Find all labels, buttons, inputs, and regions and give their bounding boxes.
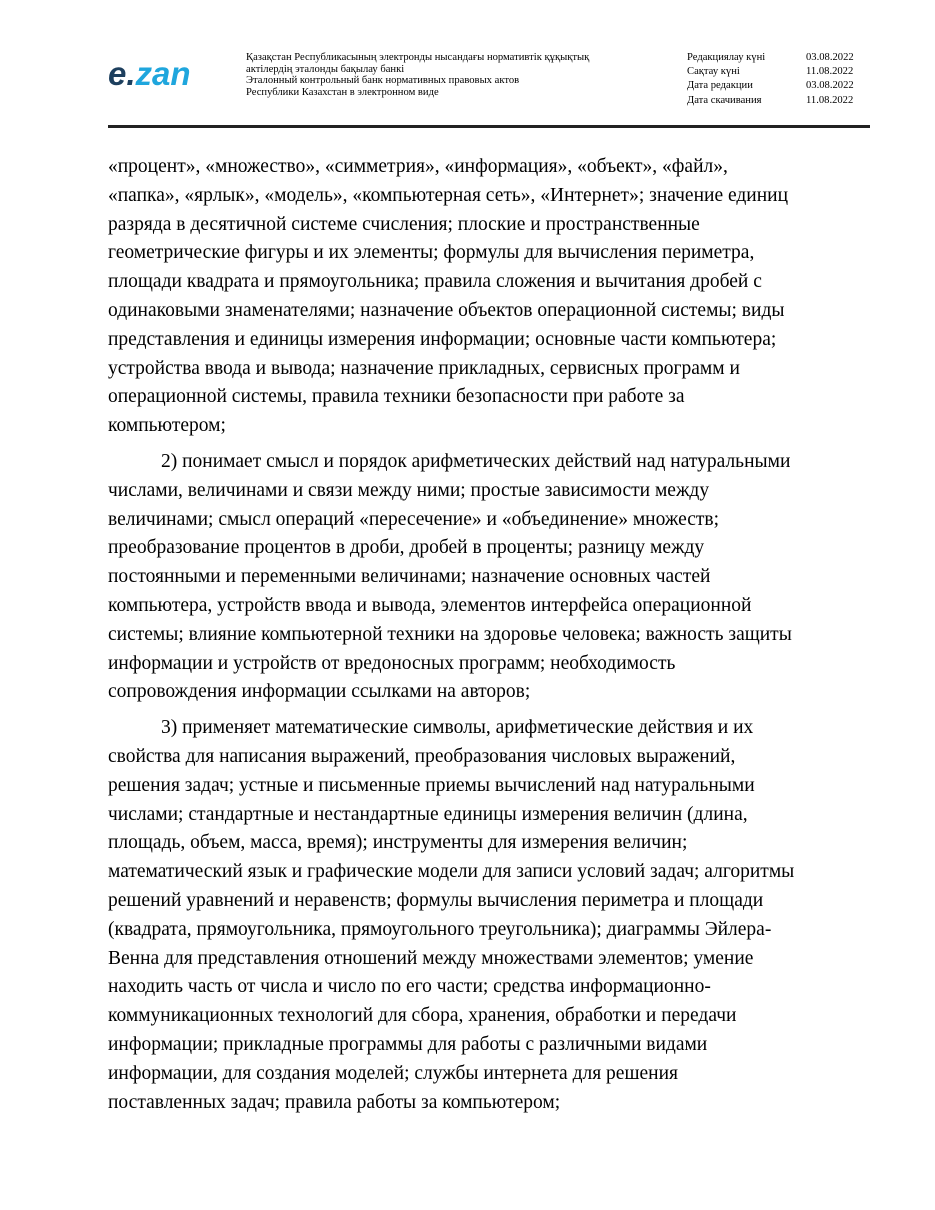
text-line: системы; влияние компьютерной техники на здоровье человека; важность защиты [108, 623, 792, 645]
date-value: 03.08.2022 [806, 80, 854, 92]
text-line: решения задач; устные и письменные приемы вычислений над натуральными [108, 774, 755, 796]
date-row-edit-kz [687, 51, 871, 65]
paragraph-continuation [108, 153, 872, 441]
text-line: постоянными и переменными величинами; назначение основных частей [108, 566, 711, 588]
date-label: Сақтау күні [687, 66, 740, 78]
text-line: «процент», «множество», «симметрия», «информация», «объект», «файл», [108, 156, 728, 177]
text-line: площадь, объем, масса, время); инструменты для измерения величин; [108, 832, 688, 854]
text-line: 2) понимает смысл и порядок арифметических действий над натуральными [161, 450, 791, 472]
text-line: решений уравнений и неравенств; формулы вычисления периметра и площади [108, 889, 764, 911]
page-header [108, 46, 870, 126]
text-line: информации и устройств от вредоносных программ; необходимость [108, 652, 676, 674]
ezan-logo[interactable] [108, 54, 191, 94]
document-body [108, 153, 872, 1124]
date-row-save-kz [687, 65, 871, 79]
text-line: коммуникационных технологий для сбора, хранения, обработки и передачи [108, 1005, 737, 1027]
document-dates [687, 51, 871, 108]
text-line: числами, величинами и связи между ними; простые зависимости между [108, 479, 710, 501]
text-line: математический язык и графические модели для записи условий задач; алгоритмы [108, 861, 795, 883]
text-line: Венна для представления отношений между множествами элементов; умение [108, 947, 754, 969]
organization-name [246, 52, 666, 98]
text-line: информации, для создания моделей; службы интернета для решения [108, 1062, 678, 1084]
paragraph-item-3 [108, 714, 872, 1117]
text-line: свойства для написания выражений, преобразования числовых выражений, [108, 745, 736, 767]
text-line: представления и единицы измерения информации; основные части компьютера; [108, 328, 777, 350]
text-line: устройства ввода и вывода; назначение прикладных, сервисных программ и [108, 357, 740, 379]
date-label: Дата скачивания [687, 94, 762, 106]
logo-e: e [108, 55, 127, 92]
text-line: компьютера, устройств ввода и вывода, элементов интерфейса операционной [108, 594, 752, 616]
header-divider [108, 125, 870, 128]
text-line: «папка», «ярлык», «модель», «компьютерная сеть», «Интернет»; значение единиц [108, 184, 789, 206]
text-line: одинаковыми знаменателями; назначение объектов операционной системы; виды [108, 299, 785, 321]
text-line: находить часть от числа и число по его части; средства информационно- [108, 976, 711, 998]
text-line: поставленных задач; правила работы за компьютером; [108, 1091, 561, 1113]
org-line: Эталонный контрольный банк нормативных правовых актов [246, 75, 520, 87]
logo-zan: zan [135, 55, 191, 92]
text-line: информации; прикладные программы для работы с различными видами [108, 1033, 708, 1055]
org-line: актілердің эталонды бақылау банкі [246, 63, 405, 75]
date-value: 11.08.2022 [806, 94, 854, 106]
text-line: площади квадрата и прямоугольника; правила сложения и вычитания дробей с [108, 271, 762, 293]
text-line: величинами; смысл операций «пересечение» и «объединение» множеств; [108, 508, 720, 530]
text-line: числами; стандартные и нестандартные единицы измерения величин (длина, [108, 803, 748, 825]
paragraph-item-2 [108, 448, 872, 707]
date-label: Редакциялау күні [687, 52, 766, 63]
date-row-download-ru [687, 94, 871, 108]
text-line: (квадрата, прямоугольника, прямоугольного треугольника); диаграммы Эйлера- [108, 918, 772, 940]
text-line: сопровождения информации ссылками на авторов; [108, 681, 531, 703]
text-line: геометрические фигуры и их элементы; формулы для вычисления периметра, [108, 242, 755, 264]
text-line: операционной системы, правила техники безопасности при работе за [108, 386, 685, 408]
org-line: Қазақстан Республикасының электронды нысандағы нормативтік құқықтық [246, 52, 590, 63]
org-line: Республики Казахстан в электронном виде [246, 86, 439, 98]
date-row-edit-ru [687, 79, 871, 93]
date-value: 11.08.2022 [806, 66, 854, 78]
text-line: компьютером; [108, 415, 226, 437]
logo-dot: . [126, 55, 136, 92]
text-line: преобразование процентов в дроби, дробей в проценты; разницу между [108, 537, 705, 559]
date-value: 03.08.2022 [806, 52, 854, 63]
text-line: разряда в десятичной системе счисления; плоские и пространственные [108, 213, 700, 235]
text-line: 3) применяет математические символы, арифметические действия и их [161, 717, 754, 739]
date-label: Дата редакции [687, 80, 753, 92]
